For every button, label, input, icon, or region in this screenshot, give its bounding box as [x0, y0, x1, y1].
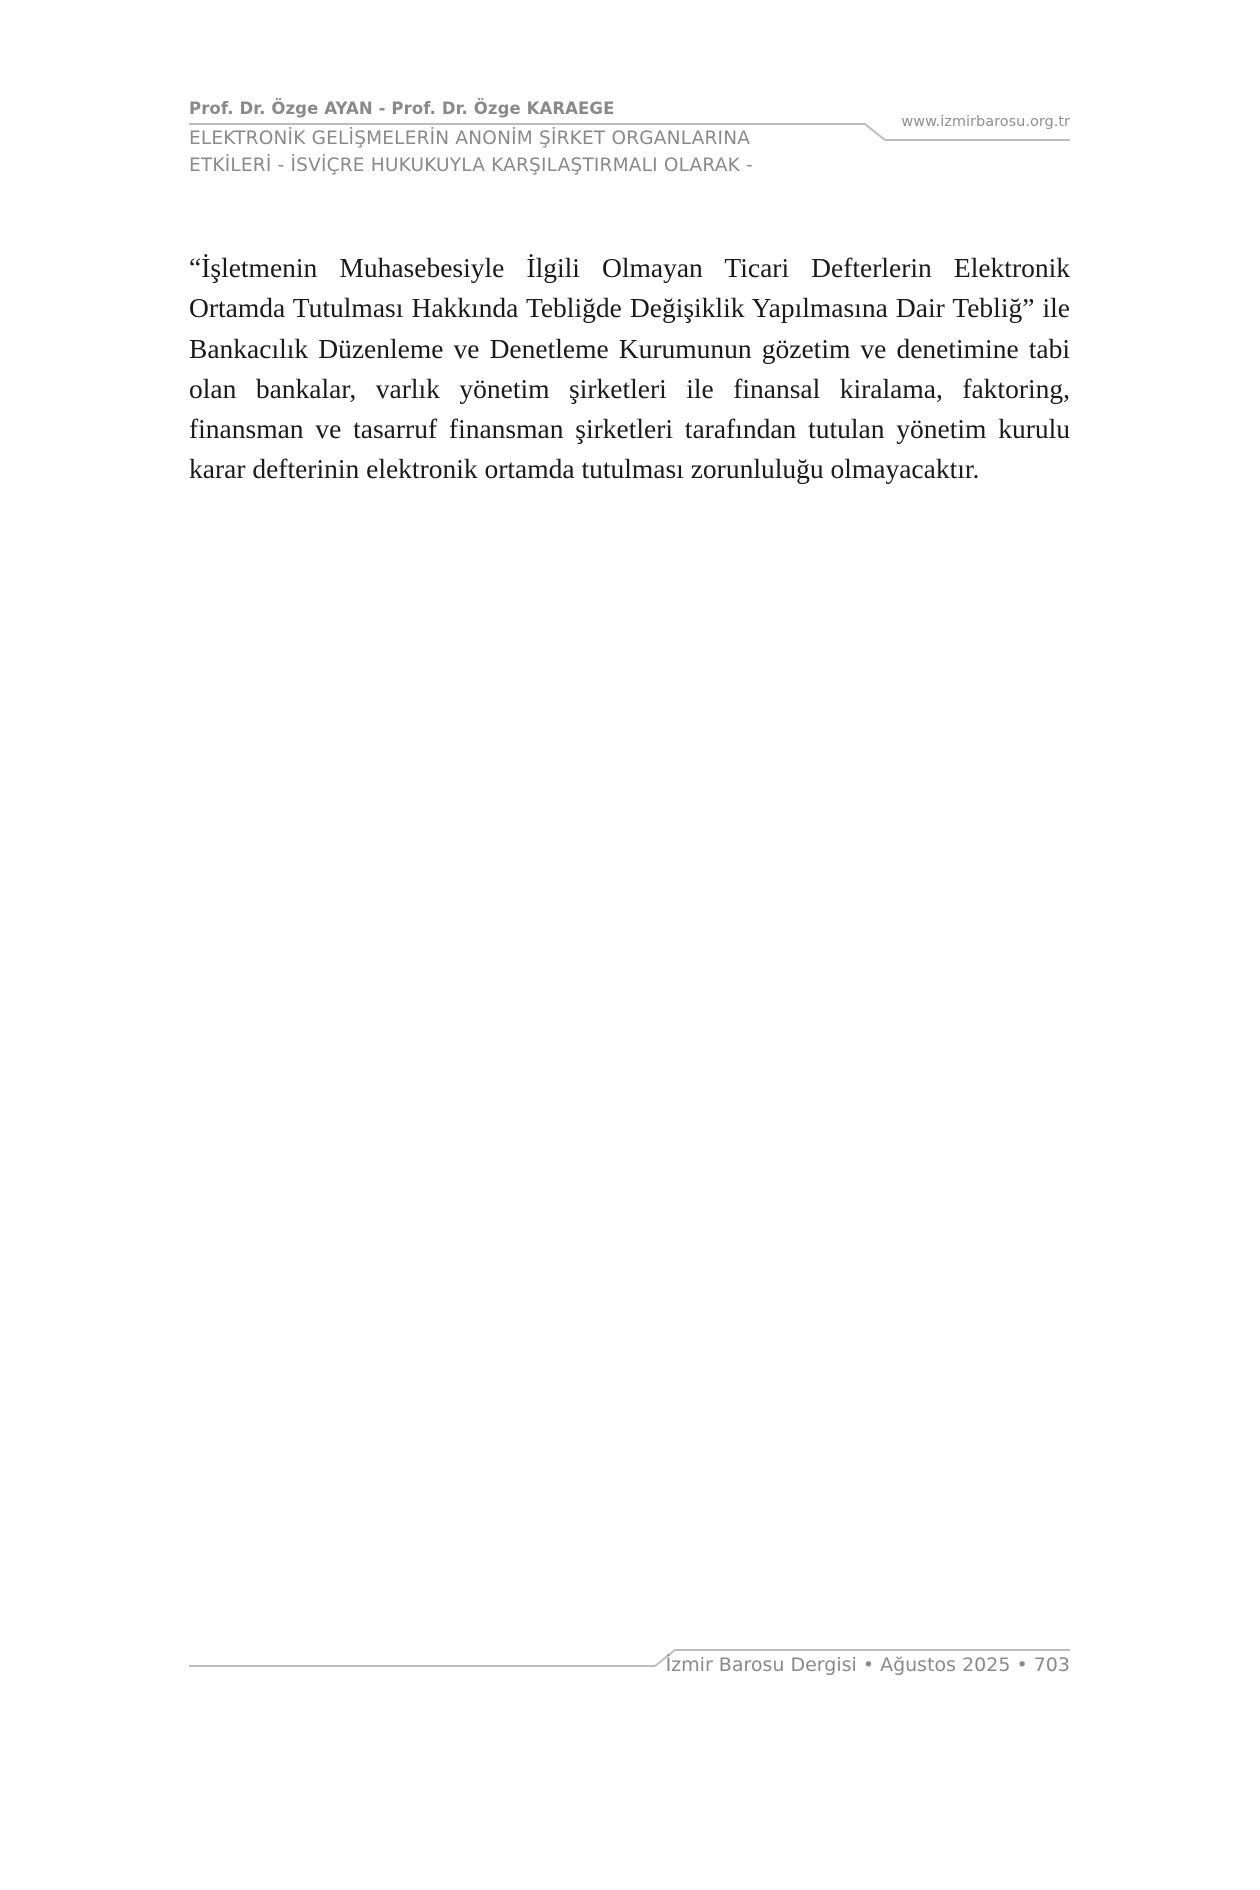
header-title-line-2: ETKİLERİ - İSVİÇRE HUKUKUYLA KARŞILAŞTIRMALI OLARAK - — [189, 155, 753, 176]
header-authors: Prof. Dr. Özge AYAN - Prof. Dr. Özge KARAEGE — [189, 99, 615, 118]
header-title-line-1: ELEKTRONİK GELİŞMELERİN ANONİM ŞİRKET ORGANLARINA — [189, 128, 751, 149]
body-paragraph: “İşletmenin Muhasebesiyle İlgili Olmayan Ticari Defterlerin Elektronik Ortamda Tutulması Hakkında Tebliğde Değişiklik Yapılmasına Dair Tebliğ” ile Bankacılık Düzenleme ve Denetleme Kurumunun gözetim ve denetimine tabi olan bankalar, varlık yönetim şirketleri ile finansal kiralama, faktoring, finansman ve tasarruf finansman şirketleri tarafından tutulan yönetim kurulu karar defterinin elektronik ortamda tutulması zorunluluğu olmayacaktır. — [189, 252, 1070, 485]
running-footer: İzmir Barosu Dergisi • Ağustos 2025 • 703 — [665, 1654, 1070, 1676]
header-rule — [189, 124, 1070, 140]
header-website: www.izmirbarosu.org.tr — [901, 114, 1070, 130]
